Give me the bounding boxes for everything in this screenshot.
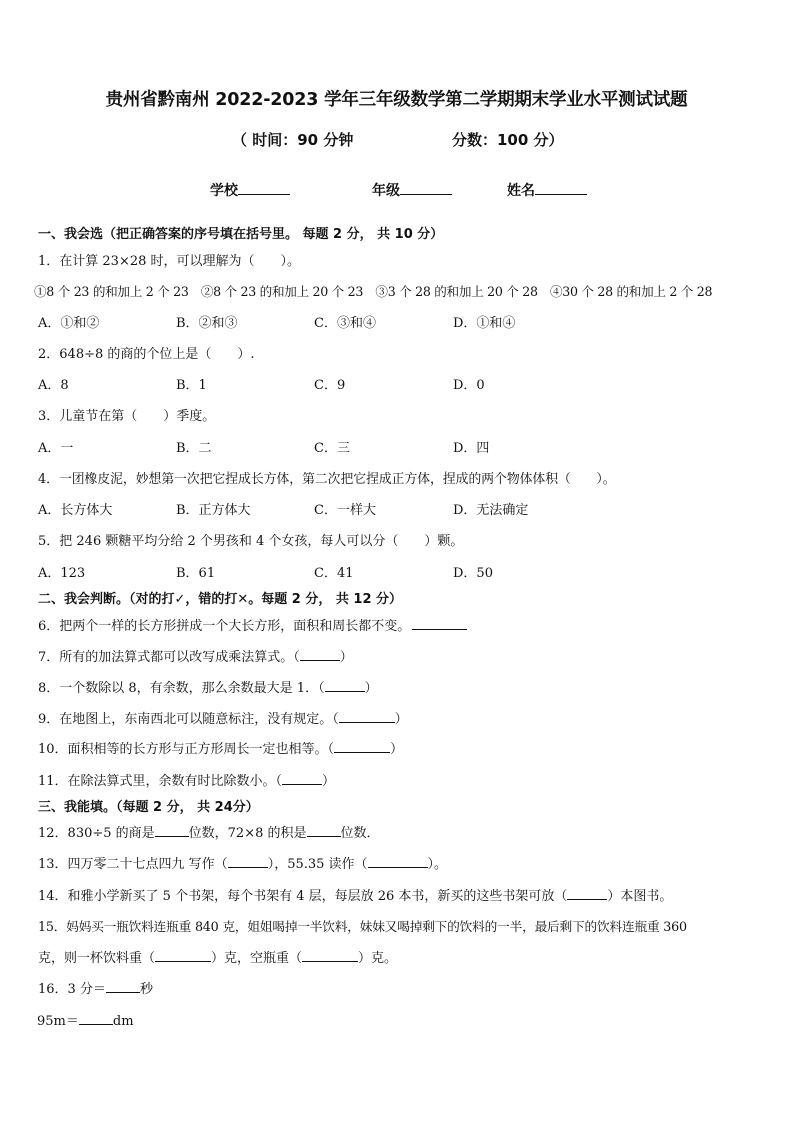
- q2-option-a[interactable]: A．8: [38, 378, 69, 393]
- question-16-text-a: 16．3 分＝: [38, 982, 106, 997]
- question-9-text: 9．在地图上，东南西北可以随意标注，没有规定。（: [38, 712, 339, 727]
- q2-option-c[interactable]: C．9: [314, 378, 346, 393]
- question-15-text-b: ）克，空瓶重（: [211, 951, 303, 966]
- question-16-blank-2[interactable]: [79, 1012, 113, 1025]
- page-title: 贵州省黔南州 2022-2023 学年三年级数学第二学期期末学业水平测试试题: [105, 90, 688, 110]
- question-16-line-2: [37, 1010, 134, 1029]
- school-label: 学校: [210, 183, 238, 199]
- question-13-text-a: 13．四万零二十七点四九 写作（: [38, 857, 228, 872]
- question-15-text-a: 克，则一杯饮料重（: [38, 951, 156, 966]
- question-14-text-b: ）本图书。: [607, 889, 673, 904]
- q4-option-d[interactable]: D．无法确定: [453, 503, 529, 518]
- question-15-line-1: 15．妈妈买一瓶饮料连瓶重 840 克，姐姐喝掉一半饮料，妹妹又喝掉剩下的饮料的一半，最后剩下的饮料连瓶重 360: [38, 919, 687, 934]
- q1-option-c[interactable]: C．③和④: [314, 316, 376, 331]
- question-16-blank-1[interactable]: [106, 980, 140, 993]
- section-2-heading: 二、我会判断。（对的打✓，错的打✕。每题 2 分， 共 12 分）: [38, 592, 403, 607]
- question-13-text-b: ），55.35 读作（: [267, 857, 368, 872]
- name-blank[interactable]: [535, 180, 587, 195]
- question-7-text: 7．所有的加法算式都可以改写成乘法算式。（: [38, 650, 300, 665]
- question-9-close: ）: [394, 712, 408, 727]
- question-16-text-c: 95m＝: [37, 1014, 79, 1029]
- exam-score: 分数：100 分）: [452, 131, 564, 149]
- question-15-blank-1[interactable]: [155, 949, 211, 962]
- question-6: [38, 615, 467, 634]
- question-12: [38, 822, 380, 841]
- q3-option-c[interactable]: C．三: [314, 441, 350, 456]
- q5-option-d[interactable]: D．50: [453, 566, 493, 581]
- question-8-text: 8．一个数除以 8，有余数，那么余数最大是 1．（: [38, 681, 325, 696]
- question-8-answer-blank[interactable]: [325, 679, 365, 692]
- section-3-heading: 三、我能填。（每题 2 分， 共 24分）: [38, 800, 259, 815]
- question-8: [38, 677, 378, 696]
- question-9: [38, 708, 408, 727]
- name-label: 姓名: [507, 183, 535, 199]
- question-10-text: 10．面积相等的长方形与正方形周长一定也相等。（: [38, 742, 335, 757]
- question-12-text-b: 位数，72×8 的积是: [188, 826, 307, 841]
- q5-option-c[interactable]: C．41: [314, 566, 354, 581]
- question-7: [38, 646, 353, 665]
- question-13-blank-2[interactable]: [368, 855, 428, 868]
- q4-option-a[interactable]: A．长方体大: [38, 503, 113, 518]
- section-1-heading: 一、我会选（把正确答案的序号填在括号里。 每题 2 分， 共 10 分）: [38, 227, 444, 242]
- question-16-line-1: [38, 978, 153, 997]
- school-field[interactable]: [210, 180, 290, 200]
- question-5-stem: 5．把 246 颗糖平均分给 2 个男孩和 4 个女孩，每人可以分（ ）颗。: [38, 534, 464, 549]
- question-7-answer-blank[interactable]: [300, 648, 340, 661]
- question-12-text-a: 12．830÷5 的商是: [38, 826, 155, 841]
- question-15-blank-2[interactable]: [302, 949, 358, 962]
- question-6-text: 6．把两个一样的长方形拼成一个大长方形，面积和周长都不变。: [38, 619, 411, 634]
- question-10-close: ）: [390, 742, 404, 757]
- question-13: [38, 853, 447, 872]
- question-14-blank[interactable]: [567, 887, 607, 900]
- question-12-blank-2[interactable]: [307, 824, 341, 837]
- question-10: [38, 738, 403, 757]
- question-2-stem: 2．648÷8 的商的个位上是（ ）.: [38, 347, 255, 362]
- q3-option-b[interactable]: B．二: [176, 441, 212, 456]
- question-8-close: ）: [364, 681, 378, 696]
- question-12-text-c: 位数．: [340, 826, 380, 841]
- question-11-answer-blank[interactable]: [282, 772, 322, 785]
- question-3-stem: 3．儿童节在第（ ）季度。: [38, 409, 216, 424]
- question-6-answer-blank[interactable]: [412, 617, 467, 630]
- question-13-text-c: ）。: [427, 857, 448, 872]
- question-16-text-d: dm: [112, 1014, 134, 1029]
- q4-option-c[interactable]: C．一样大: [314, 503, 376, 518]
- question-4-stem: 4．一团橡皮泥，妙想第一次把它捏成长方体，第二次把它捏成正方体，捏成的两个物体体积（ ）。: [38, 472, 616, 487]
- question-15-line-2: [38, 947, 397, 966]
- question-1-stem: 1．在计算 23×28 时，可以理解为（ ）。: [38, 254, 301, 269]
- question-13-blank-1[interactable]: [228, 855, 268, 868]
- question-11: [38, 770, 335, 789]
- school-blank[interactable]: [238, 180, 290, 195]
- q2-option-b[interactable]: B．1: [176, 378, 207, 393]
- q3-option-d[interactable]: D．四: [453, 441, 490, 456]
- grade-field[interactable]: [372, 180, 452, 200]
- q1-option-a[interactable]: A．①和②: [38, 316, 100, 331]
- name-field[interactable]: [507, 180, 587, 200]
- question-12-blank-1[interactable]: [155, 824, 189, 837]
- grade-blank[interactable]: [400, 180, 452, 195]
- q3-option-a[interactable]: A．一: [38, 441, 74, 456]
- question-14: [38, 885, 672, 904]
- question-16-text-b: 秒: [139, 982, 153, 997]
- q2-option-d[interactable]: D．0: [453, 378, 485, 393]
- q5-option-b[interactable]: B．61: [176, 566, 216, 581]
- question-11-text: 11．在除法算式里，余数有时比除数小。（: [38, 774, 283, 789]
- grade-label: 年级: [372, 183, 400, 199]
- question-15-text-c: ）克。: [358, 951, 398, 966]
- exam-time: （ 时间：90 分钟: [232, 131, 354, 149]
- question-9-answer-blank[interactable]: [339, 710, 395, 723]
- question-11-close: ）: [322, 774, 336, 789]
- q5-option-a[interactable]: A．123: [38, 566, 86, 581]
- q1-option-d[interactable]: D．①和④: [453, 316, 516, 331]
- question-1-choices: ①8 个 23 的和加上 2 个 23 ②8 个 23 的和加上 20 个 23 ③3 个 28 的和加上 20 个 28 ④30 个 28 的和加上 2 个 28: [34, 284, 713, 299]
- q1-option-b[interactable]: B．②和③: [176, 316, 238, 331]
- question-14-text-a: 14．和雅小学新买了 5 个书架，每个书架有 4 层，每层放 26 本书，新买的这些书架可放（: [38, 889, 568, 904]
- q4-option-b[interactable]: B．正方体大: [176, 503, 251, 518]
- question-7-close: ）: [339, 650, 353, 665]
- question-10-answer-blank[interactable]: [334, 740, 390, 753]
